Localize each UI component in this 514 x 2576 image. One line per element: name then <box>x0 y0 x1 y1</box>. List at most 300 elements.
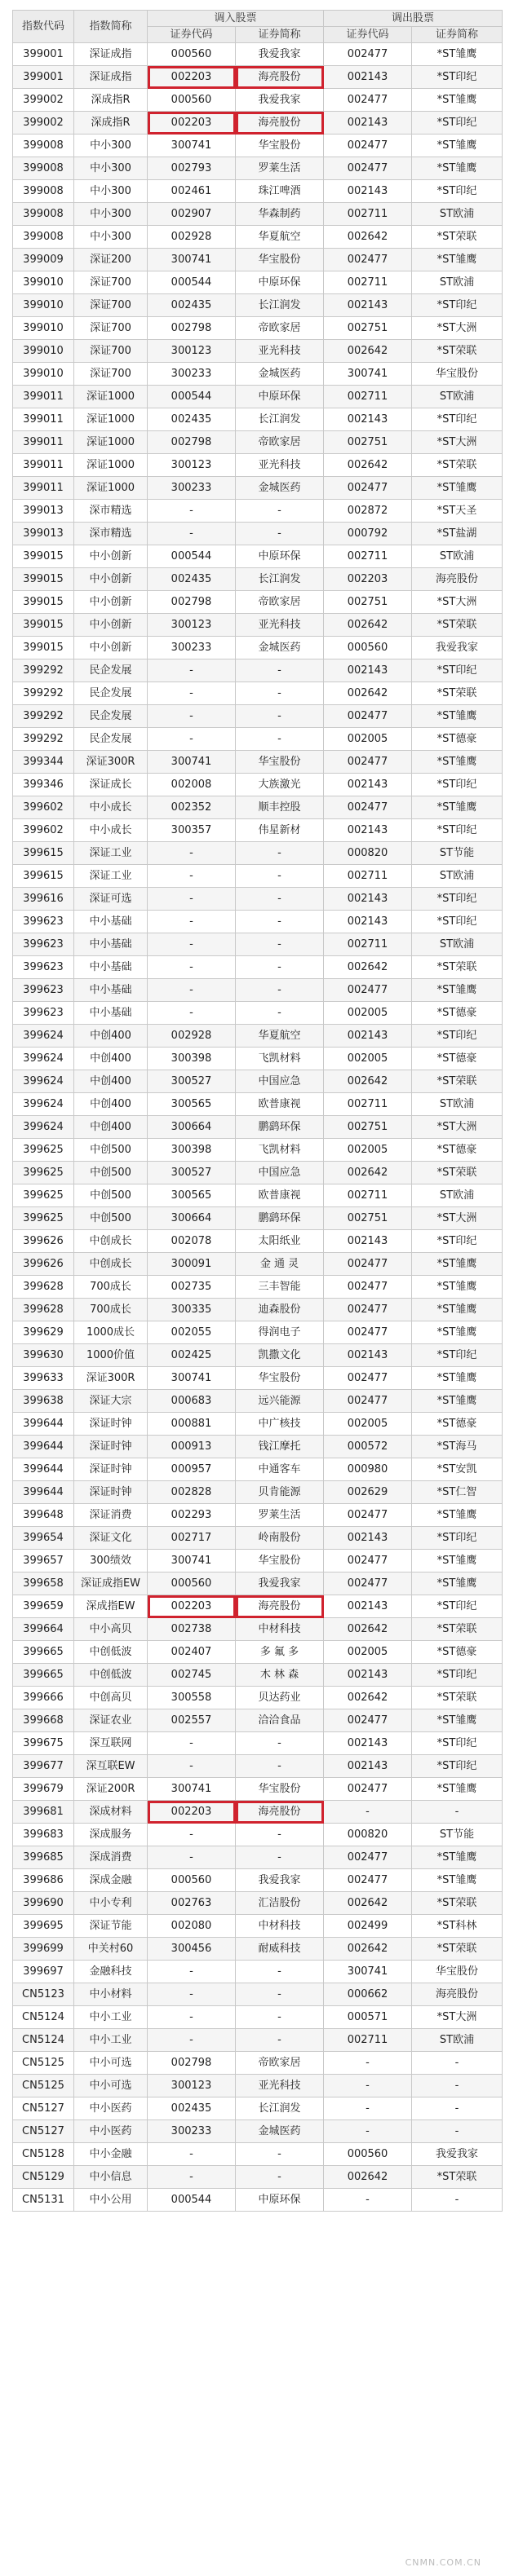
table-row <box>13 659 503 682</box>
cell-out-security-code: 002143 <box>324 180 412 203</box>
cell-in-security-name: - <box>236 979 324 1002</box>
cell-in-security-name: 中材科技 <box>236 1915 324 1938</box>
cell-index-code: 399292 <box>13 682 74 705</box>
cell-in-security-code: - <box>148 728 236 751</box>
cell-out-security-code: 002477 <box>324 1846 412 1869</box>
cell-index-code: 399008 <box>13 157 74 180</box>
table-row <box>13 1253 503 1276</box>
cell-out-security-name: *ST大洲 <box>412 2006 503 2029</box>
header-in-security-code: 证券代码 <box>148 27 236 43</box>
cell-index-name: 700成长 <box>74 1299 148 1321</box>
cell-index-name: 深成指R <box>74 89 148 112</box>
cell-in-security-name: 迪森股份 <box>236 1299 324 1321</box>
cell-index-code: CN5129 <box>13 2166 74 2189</box>
table-row <box>13 1573 503 1595</box>
table-row <box>13 614 503 637</box>
cell-in-security-code: 002793 <box>148 157 236 180</box>
cell-index-code: 399292 <box>13 659 74 682</box>
cell-index-code: 399344 <box>13 751 74 774</box>
cell-in-security-name: 海亮股份 <box>236 1595 324 1618</box>
cell-in-security-code: 002738 <box>148 1618 236 1641</box>
cell-out-security-code: 002642 <box>324 1687 412 1709</box>
header-stocks-in: 调入股票 <box>148 11 324 27</box>
cell-out-security-name: *ST印纪 <box>412 1664 503 1687</box>
cell-out-security-name: *ST大洲 <box>412 1207 503 1230</box>
cell-in-security-code: 300664 <box>148 1207 236 1230</box>
cell-index-name: 中创400 <box>74 1048 148 1070</box>
cell-in-security-name: 金城医药 <box>236 477 324 500</box>
cell-in-security-code: 002203 <box>148 112 236 135</box>
cell-index-code: 399675 <box>13 1732 74 1755</box>
cell-index-name: 深证1000 <box>74 477 148 500</box>
cell-index-name: 中创500 <box>74 1184 148 1207</box>
cell-out-security-code: 002711 <box>324 2029 412 2052</box>
index-adjustment-table-container <box>12 10 502 2212</box>
cell-index-code: 399346 <box>13 774 74 796</box>
table-row <box>13 1048 503 1070</box>
cell-out-security-name: *ST印纪 <box>412 911 503 933</box>
cell-out-security-code: 002477 <box>324 979 412 1002</box>
cell-out-security-name: ST节能 <box>412 842 503 865</box>
cell-in-security-code: - <box>148 842 236 865</box>
cell-index-name: 中创400 <box>74 1025 148 1048</box>
cell-index-code: CN5127 <box>13 2120 74 2143</box>
cell-out-security-code: 002143 <box>324 294 412 317</box>
cell-index-name: 深证成指 <box>74 66 148 89</box>
cell-index-name: 中关村60 <box>74 1938 148 1961</box>
cell-in-security-name: 中广核技 <box>236 1413 324 1436</box>
cell-out-security-code: 000560 <box>324 637 412 659</box>
cell-index-code: 399602 <box>13 796 74 819</box>
cell-in-security-name: 亚光科技 <box>236 454 324 477</box>
cell-index-name: 中小基础 <box>74 911 148 933</box>
cell-index-name: 深证工业 <box>74 865 148 888</box>
cell-out-security-code: 002477 <box>324 477 412 500</box>
cell-index-name: 深证可选 <box>74 888 148 911</box>
cell-in-security-code: - <box>148 979 236 1002</box>
cell-out-security-name: *ST印纪 <box>412 1755 503 1778</box>
cell-in-security-code: - <box>148 911 236 933</box>
cell-in-security-name: 我爱我家 <box>236 43 324 66</box>
cell-out-security-name: *ST雏鹰 <box>412 751 503 774</box>
cell-out-security-code: 002642 <box>324 1892 412 1915</box>
cell-out-security-name: *ST雏鹰 <box>412 135 503 157</box>
cell-out-security-name: ST欧浦 <box>412 1184 503 1207</box>
cell-in-security-code: 002203 <box>148 66 236 89</box>
table-row <box>13 774 503 796</box>
cell-in-security-code: 002008 <box>148 774 236 796</box>
cell-in-security-name: - <box>236 1824 324 1846</box>
cell-index-code: 399001 <box>13 43 74 66</box>
cell-index-code: 399624 <box>13 1070 74 1093</box>
cell-in-security-name: 多 氟 多 <box>236 1641 324 1664</box>
cell-index-code: 399628 <box>13 1299 74 1321</box>
cell-out-security-code: 002642 <box>324 226 412 249</box>
cell-in-security-name: 中国应急 <box>236 1070 324 1093</box>
cell-index-name: 中小基础 <box>74 979 148 1002</box>
cell-in-security-code: 002078 <box>148 1230 236 1253</box>
cell-in-security-name: - <box>236 888 324 911</box>
cell-in-security-code: 002798 <box>148 2052 236 2075</box>
cell-in-security-code: 000560 <box>148 89 236 112</box>
cell-in-security-code: 300091 <box>148 1253 236 1276</box>
cell-in-security-code: 002293 <box>148 1504 236 1527</box>
cell-out-security-name: ST欧浦 <box>412 933 503 956</box>
cell-out-security-name: *ST雏鹰 <box>412 1573 503 1595</box>
cell-out-security-name: *ST科林 <box>412 1915 503 1938</box>
header-in-security-name: 证券简称 <box>236 27 324 43</box>
cell-index-code: 399011 <box>13 408 74 431</box>
cell-index-name: 中创高贝 <box>74 1687 148 1709</box>
cell-out-security-name: *ST雏鹰 <box>412 249 503 271</box>
table-row <box>13 1367 503 1390</box>
cell-in-security-name: 华夏航空 <box>236 1025 324 1048</box>
cell-index-code: 399292 <box>13 705 74 728</box>
cell-out-security-name: *ST雏鹰 <box>412 1321 503 1344</box>
table-row <box>13 1595 503 1618</box>
cell-out-security-code: 002477 <box>324 1321 412 1344</box>
cell-out-security-code: 000662 <box>324 1983 412 2006</box>
cell-out-security-name: *ST雏鹰 <box>412 89 503 112</box>
cell-out-security-name: ST欧浦 <box>412 271 503 294</box>
cell-index-name: 深证700 <box>74 317 148 340</box>
cell-in-security-code: 300527 <box>148 1070 236 1093</box>
cell-index-code: 399008 <box>13 135 74 157</box>
table-row <box>13 180 503 203</box>
cell-index-name: 中小创新 <box>74 568 148 591</box>
cell-out-security-name: 海亮股份 <box>412 1983 503 2006</box>
table-row <box>13 1390 503 1413</box>
cell-index-code: 399677 <box>13 1755 74 1778</box>
cell-in-security-code: - <box>148 500 236 523</box>
table-row <box>13 386 503 408</box>
table-row <box>13 523 503 545</box>
cell-index-code: 399013 <box>13 500 74 523</box>
cell-in-security-name: - <box>236 523 324 545</box>
cell-index-name: 中小金融 <box>74 2143 148 2166</box>
cell-in-security-code: 002352 <box>148 796 236 819</box>
cell-out-security-code: 002751 <box>324 431 412 454</box>
cell-in-security-code: - <box>148 1824 236 1846</box>
cell-in-security-name: 耐威科技 <box>236 1938 324 1961</box>
cell-index-code: 399624 <box>13 1093 74 1116</box>
cell-index-code: 399015 <box>13 568 74 591</box>
cell-index-name: 中创400 <box>74 1116 148 1139</box>
cell-out-security-code: - <box>324 1801 412 1824</box>
cell-in-security-name: 华夏航空 <box>236 226 324 249</box>
cell-out-security-name: *ST印纪 <box>412 1595 503 1618</box>
table-row <box>13 2189 503 2212</box>
header-index-code: 指数代码 <box>13 11 74 43</box>
table-row <box>13 340 503 363</box>
header-out-security-name: 证券简称 <box>412 27 503 43</box>
cell-index-name: 深证700 <box>74 363 148 386</box>
cell-index-name: 金融科技 <box>74 1961 148 1983</box>
cell-in-security-name: - <box>236 1961 324 1983</box>
cell-out-security-code: 300741 <box>324 363 412 386</box>
table-row <box>13 1709 503 1732</box>
cell-out-security-name: *ST印纪 <box>412 888 503 911</box>
cell-index-code: 399644 <box>13 1436 74 1458</box>
cell-index-code: 399623 <box>13 911 74 933</box>
cell-index-code: 399008 <box>13 226 74 249</box>
cell-in-security-name: - <box>236 2006 324 2029</box>
cell-out-security-code: 002642 <box>324 956 412 979</box>
cell-in-security-name: 帝欧家居 <box>236 317 324 340</box>
cell-in-security-code: 002745 <box>148 1664 236 1687</box>
cell-index-name: 中小材料 <box>74 1983 148 2006</box>
cell-index-code: 399630 <box>13 1344 74 1367</box>
cell-out-security-code: 002477 <box>324 1299 412 1321</box>
cell-index-code: 399010 <box>13 363 74 386</box>
cell-index-code: 399623 <box>13 1002 74 1025</box>
cell-in-security-name: - <box>236 682 324 705</box>
cell-index-code: 399010 <box>13 271 74 294</box>
cell-index-code: 399644 <box>13 1458 74 1481</box>
cell-index-name: 民企发展 <box>74 682 148 705</box>
cell-index-code: 399624 <box>13 1048 74 1070</box>
cell-out-security-code: 002143 <box>324 112 412 135</box>
cell-in-security-code: - <box>148 523 236 545</box>
cell-out-security-name: *ST雏鹰 <box>412 477 503 500</box>
cell-index-name: 中创低波 <box>74 1641 148 1664</box>
cell-index-name: 中小创新 <box>74 637 148 659</box>
cell-index-name: 中小医药 <box>74 2097 148 2120</box>
table-row <box>13 1824 503 1846</box>
cell-index-code: 399633 <box>13 1367 74 1390</box>
table-row <box>13 454 503 477</box>
cell-in-security-code: 300558 <box>148 1687 236 1709</box>
table-row <box>13 1230 503 1253</box>
cell-out-security-code: 002005 <box>324 728 412 751</box>
cell-index-name: 深证700 <box>74 271 148 294</box>
table-row <box>13 1139 503 1162</box>
table-row <box>13 2097 503 2120</box>
cell-out-security-code: 002143 <box>324 1664 412 1687</box>
cell-index-name: 中小创新 <box>74 614 148 637</box>
cell-in-security-name: 长江润发 <box>236 294 324 317</box>
cell-in-security-name: - <box>236 2143 324 2166</box>
cell-index-name: 中创500 <box>74 1207 148 1230</box>
cell-in-security-name: 海亮股份 <box>236 1801 324 1824</box>
cell-index-name: 深证700 <box>74 294 148 317</box>
cell-in-security-name: 华森制药 <box>236 203 324 226</box>
table-row <box>13 1504 503 1527</box>
cell-in-security-name: - <box>236 2166 324 2189</box>
cell-out-security-name: *ST荣联 <box>412 2166 503 2189</box>
table-row <box>13 249 503 271</box>
cell-index-code: 399624 <box>13 1116 74 1139</box>
cell-out-security-name: ST欧浦 <box>412 2029 503 2052</box>
cell-in-security-name: - <box>236 842 324 865</box>
cell-in-security-code: 000544 <box>148 545 236 568</box>
table-row <box>13 2029 503 2052</box>
table-row <box>13 1664 503 1687</box>
cell-in-security-name: 长江润发 <box>236 568 324 591</box>
cell-in-security-name: 中通客车 <box>236 1458 324 1481</box>
cell-in-security-code: 002407 <box>148 1641 236 1664</box>
cell-index-name: 深证时钟 <box>74 1481 148 1504</box>
cell-in-security-name: 金城医药 <box>236 637 324 659</box>
cell-in-security-code: 000683 <box>148 1390 236 1413</box>
cell-out-security-name: ST欧浦 <box>412 1093 503 1116</box>
cell-out-security-code: 002143 <box>324 659 412 682</box>
cell-out-security-code: 000571 <box>324 2006 412 2029</box>
cell-index-name: 深证300R <box>74 751 148 774</box>
cell-out-security-code: 002711 <box>324 1184 412 1207</box>
cell-in-security-name: - <box>236 1755 324 1778</box>
cell-index-name: 700成长 <box>74 1276 148 1299</box>
cell-index-name: 深证消费 <box>74 1504 148 1527</box>
cell-out-security-name: *ST大洲 <box>412 591 503 614</box>
table-row <box>13 911 503 933</box>
cell-in-security-code: 000881 <box>148 1413 236 1436</box>
cell-index-name: 深成金融 <box>74 1869 148 1892</box>
table-row <box>13 1915 503 1938</box>
cell-in-security-name: 中原环保 <box>236 2189 324 2212</box>
cell-in-security-code: 002798 <box>148 591 236 614</box>
cell-out-security-name: *ST雏鹰 <box>412 1299 503 1321</box>
cell-out-security-code: 000572 <box>324 1436 412 1458</box>
cell-index-name: 中小基础 <box>74 1002 148 1025</box>
cell-in-security-code: - <box>148 2166 236 2189</box>
cell-out-security-name: *ST德豪 <box>412 728 503 751</box>
cell-out-security-code: 002642 <box>324 340 412 363</box>
cell-out-security-code: 002711 <box>324 203 412 226</box>
cell-in-security-code: 002203 <box>148 1801 236 1824</box>
cell-index-code: CN5124 <box>13 2029 74 2052</box>
cell-out-security-code: - <box>324 2189 412 2212</box>
cell-index-name: 深证300R <box>74 1367 148 1390</box>
cell-out-security-name: ST欧浦 <box>412 545 503 568</box>
cell-in-security-name: - <box>236 659 324 682</box>
cell-index-name: 深证大宗 <box>74 1390 148 1413</box>
cell-out-security-name: *ST荣联 <box>412 614 503 637</box>
cell-out-security-name: *ST雏鹰 <box>412 1504 503 1527</box>
cell-out-security-name: ST欧浦 <box>412 203 503 226</box>
cell-in-security-code: - <box>148 1983 236 2006</box>
cell-out-security-name: *ST印纪 <box>412 180 503 203</box>
cell-in-security-code: 002763 <box>148 1892 236 1915</box>
cell-in-security-code: 300741 <box>148 135 236 157</box>
cell-out-security-name: *ST雏鹰 <box>412 796 503 819</box>
cell-in-security-name: 岭南股份 <box>236 1527 324 1550</box>
cell-out-security-code: 002642 <box>324 1618 412 1641</box>
cell-in-security-code: 002557 <box>148 1709 236 1732</box>
cell-in-security-code: 300741 <box>148 1778 236 1801</box>
cell-in-security-name: 华宝股份 <box>236 1367 324 1390</box>
cell-out-security-name: *ST荣联 <box>412 1070 503 1093</box>
table-row <box>13 1321 503 1344</box>
cell-index-code: 399658 <box>13 1573 74 1595</box>
table-row <box>13 1938 503 1961</box>
cell-index-name: 中创低波 <box>74 1664 148 1687</box>
cell-index-code: 399659 <box>13 1595 74 1618</box>
cell-in-security-code: 000544 <box>148 2189 236 2212</box>
cell-index-name: 中小高贝 <box>74 1618 148 1641</box>
cell-in-security-name: 中原环保 <box>236 386 324 408</box>
cell-index-code: 399008 <box>13 203 74 226</box>
cell-in-security-code: 002928 <box>148 1025 236 1048</box>
cell-index-name: 深成材料 <box>74 1801 148 1824</box>
table-row <box>13 294 503 317</box>
cell-index-name: 深证1000 <box>74 454 148 477</box>
cell-out-security-code: 002499 <box>324 1915 412 1938</box>
cell-in-security-name: - <box>236 1983 324 2006</box>
cell-out-security-code: 002642 <box>324 614 412 637</box>
cell-index-code: 399011 <box>13 454 74 477</box>
cell-index-name: 中小创新 <box>74 591 148 614</box>
cell-out-security-code: 002711 <box>324 271 412 294</box>
table-row <box>13 865 503 888</box>
cell-in-security-code: 002735 <box>148 1276 236 1299</box>
cell-in-security-name: 亚光科技 <box>236 340 324 363</box>
cell-index-name: 中小工业 <box>74 2029 148 2052</box>
cell-index-name: 中小成长 <box>74 796 148 819</box>
cell-in-security-name: 亚光科技 <box>236 2075 324 2097</box>
cell-in-security-code: 300741 <box>148 249 236 271</box>
cell-in-security-name: 华宝股份 <box>236 1550 324 1573</box>
cell-index-code: 399002 <box>13 112 74 135</box>
table-row <box>13 408 503 431</box>
cell-out-security-code: 002477 <box>324 1276 412 1299</box>
cell-index-name: 中小工业 <box>74 2006 148 2029</box>
cell-in-security-name: 中原环保 <box>236 271 324 294</box>
cell-index-code: 399699 <box>13 1938 74 1961</box>
cell-out-security-code: 002143 <box>324 1595 412 1618</box>
cell-out-security-name: 华宝股份 <box>412 1961 503 1983</box>
cell-index-name: 深证文化 <box>74 1527 148 1550</box>
cell-index-name: 中小300 <box>74 157 148 180</box>
cell-in-security-name: 金城医药 <box>236 2120 324 2143</box>
table-row <box>13 226 503 249</box>
cell-index-code: 399629 <box>13 1321 74 1344</box>
cell-out-security-name: *ST印纪 <box>412 1732 503 1755</box>
cell-out-security-code: 002642 <box>324 682 412 705</box>
cell-out-security-code: 002143 <box>324 819 412 842</box>
cell-out-security-code: 002477 <box>324 1778 412 1801</box>
cell-in-security-name: 我爱我家 <box>236 1869 324 1892</box>
cell-out-security-name: *ST荣联 <box>412 682 503 705</box>
cell-in-security-code: 300123 <box>148 340 236 363</box>
cell-index-code: 399625 <box>13 1162 74 1184</box>
table-row <box>13 682 503 705</box>
table-row <box>13 317 503 340</box>
cell-index-code: 399625 <box>13 1184 74 1207</box>
cell-index-code: CN5131 <box>13 2189 74 2212</box>
cell-out-security-code: 002005 <box>324 1048 412 1070</box>
cell-out-security-code: 002143 <box>324 66 412 89</box>
cell-in-security-name: 洽洽食品 <box>236 1709 324 1732</box>
cell-in-security-code: 000560 <box>148 1573 236 1595</box>
cell-in-security-code: 300741 <box>148 1367 236 1390</box>
cell-index-name: 中小可选 <box>74 2075 148 2097</box>
cell-index-code: 399666 <box>13 1687 74 1709</box>
cell-in-security-code: - <box>148 1002 236 1025</box>
cell-out-security-name: *ST荣联 <box>412 1618 503 1641</box>
cell-out-security-code: 002477 <box>324 1550 412 1573</box>
cell-in-security-name: 鹏鹞环保 <box>236 1207 324 1230</box>
cell-out-security-code: 002477 <box>324 1367 412 1390</box>
cell-out-security-code: 002143 <box>324 1527 412 1550</box>
cell-index-name: 深市精选 <box>74 500 148 523</box>
cell-in-security-name: 金城医药 <box>236 363 324 386</box>
cell-out-security-name: *ST大洲 <box>412 317 503 340</box>
cell-in-security-name: 三丰智能 <box>236 1276 324 1299</box>
cell-in-security-code: 300456 <box>148 1938 236 1961</box>
cell-out-security-code: 002751 <box>324 1207 412 1230</box>
cell-index-code: 399626 <box>13 1230 74 1253</box>
